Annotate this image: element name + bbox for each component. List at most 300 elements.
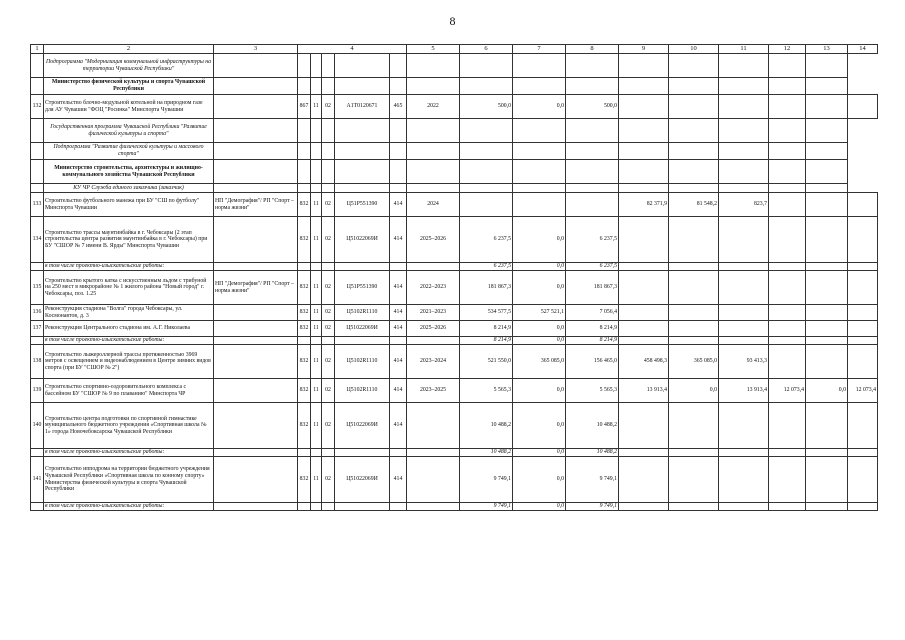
empty-cell	[769, 184, 806, 193]
years: 2024	[407, 193, 460, 217]
row-number-cell	[31, 503, 44, 511]
value-8: 6 237,5	[566, 263, 619, 271]
years: 2023–2025	[407, 379, 460, 403]
row-number: 137	[31, 321, 44, 337]
value-12	[769, 95, 806, 119]
value-11	[719, 457, 769, 503]
project-name: НП "Демография"/ РП "Спорт – норма жизни"	[214, 271, 298, 305]
section-title: Министерство строительства, архитектуры и жилищно-коммунального хозяйства Чувашской Республики	[44, 160, 214, 184]
code-subsection: 02	[322, 379, 335, 403]
empty-cell	[806, 449, 848, 457]
empty-cell	[719, 184, 769, 193]
value-10	[669, 217, 719, 263]
empty-cell	[407, 54, 460, 78]
value-10: 0,0	[669, 379, 719, 403]
empty-cell	[390, 143, 407, 160]
years	[407, 403, 460, 449]
value-12	[769, 321, 806, 337]
empty-cell	[335, 449, 390, 457]
row-number-cell	[31, 143, 44, 160]
code-target: Ц5102R1110	[335, 379, 390, 403]
empty-cell	[335, 54, 390, 78]
code-target: Ц51022069И	[335, 321, 390, 337]
empty-cell	[298, 449, 311, 457]
value-10	[669, 95, 719, 119]
code-section: 11	[311, 95, 322, 119]
empty-cell	[335, 160, 390, 184]
empty-cell	[298, 119, 311, 143]
row-number-cell	[31, 337, 44, 345]
code-subsection: 02	[322, 95, 335, 119]
value-13	[806, 345, 848, 379]
value-6: 8 214,9	[460, 321, 513, 337]
empty-cell	[669, 119, 719, 143]
empty-cell	[619, 119, 669, 143]
empty-cell	[214, 160, 298, 184]
empty-cell	[407, 449, 460, 457]
code-subsection: 02	[322, 217, 335, 263]
empty-cell	[669, 503, 719, 511]
empty-cell	[719, 449, 769, 457]
code-ministry: 867	[298, 95, 311, 119]
empty-cell	[214, 54, 298, 78]
empty-cell	[390, 54, 407, 78]
empty-cell	[806, 160, 848, 184]
empty-cell	[619, 54, 669, 78]
value-6: 9 749,1	[460, 503, 513, 511]
empty-cell	[390, 119, 407, 143]
column-number: 1	[31, 45, 44, 54]
empty-cell	[214, 184, 298, 193]
value-10	[669, 305, 719, 321]
empty-cell	[407, 160, 460, 184]
code-ministry: 832	[298, 345, 311, 379]
code-expense: 414	[390, 379, 407, 403]
empty-cell	[769, 263, 806, 271]
value-12	[769, 457, 806, 503]
empty-cell	[460, 119, 513, 143]
code-section: 11	[311, 271, 322, 305]
code-target: Ц51Р551390	[335, 271, 390, 305]
table-row	[31, 403, 878, 449]
subtotal-row	[31, 337, 878, 345]
value-8: 5 565,3	[566, 379, 619, 403]
code-expense: 414	[390, 345, 407, 379]
empty-cell	[322, 263, 335, 271]
project-name	[214, 217, 298, 263]
empty-cell	[214, 263, 298, 271]
empty-cell	[513, 119, 566, 143]
value-10: 365 085,0	[669, 345, 719, 379]
object-name: Строительство спортивно-оздоровительного комплекса с бассейном БУ "СШОР № 9 по плаванию" Минспорта ЧР	[44, 379, 214, 403]
value-7: 0,0	[513, 95, 566, 119]
column-number: 6	[460, 45, 513, 54]
empty-cell	[719, 503, 769, 511]
project-name	[214, 457, 298, 503]
subtotal-row	[31, 263, 878, 271]
budget-table	[30, 44, 878, 511]
column-number: 9	[619, 45, 669, 54]
value-12	[769, 193, 806, 217]
value-12	[769, 271, 806, 305]
value-12: 12 073,4	[769, 379, 806, 403]
value-10	[669, 271, 719, 305]
empty-cell	[298, 143, 311, 160]
code-section: 11	[311, 457, 322, 503]
empty-cell	[513, 54, 566, 78]
section-title: Государственная программа Чувашской Республики "Развитие физической культуры и спорта"	[44, 119, 214, 143]
empty-cell	[806, 143, 848, 160]
object-name: Строительство ипподрома на территории бюджетного учреждения Чувашской Республики «Спортивная школа по конному спорту» Министерства физической культуры и спорта Чувашской Республики	[44, 457, 214, 503]
value-14: 12 073,4	[848, 379, 878, 403]
code-section: 11	[311, 345, 322, 379]
value-12	[769, 217, 806, 263]
page-number: 8	[449, 14, 456, 28]
value-7: 0,0	[513, 379, 566, 403]
empty-cell	[769, 143, 806, 160]
value-14	[848, 217, 878, 263]
empty-cell	[806, 54, 848, 78]
value-7: 365 085,0	[513, 345, 566, 379]
value-7: 0,0	[513, 449, 566, 457]
value-7: 527 521,1	[513, 305, 566, 321]
years: 2023–2024	[407, 345, 460, 379]
value-10	[669, 321, 719, 337]
code-expense: 465	[390, 95, 407, 119]
empty-cell	[848, 263, 878, 271]
empty-cell	[460, 143, 513, 160]
code-subsection: 02	[322, 193, 335, 217]
empty-cell	[669, 54, 719, 78]
column-number: 3	[214, 45, 298, 54]
empty-cell	[390, 503, 407, 511]
value-7: 0,0	[513, 337, 566, 345]
code-target: Ц51022069И	[335, 457, 390, 503]
column-number: 10	[669, 45, 719, 54]
empty-cell	[619, 78, 669, 95]
value-13	[806, 457, 848, 503]
value-14	[848, 271, 878, 305]
value-14	[848, 95, 878, 119]
empty-cell	[719, 78, 769, 95]
code-ministry: 832	[298, 305, 311, 321]
value-13	[806, 193, 848, 217]
empty-cell	[311, 184, 322, 193]
header-row	[31, 45, 878, 54]
row-number: 140	[31, 403, 44, 449]
value-10	[669, 403, 719, 449]
empty-cell	[322, 54, 335, 78]
empty-cell	[719, 143, 769, 160]
empty-cell	[769, 54, 806, 78]
value-8: 8 214,9	[566, 321, 619, 337]
empty-cell	[619, 143, 669, 160]
code-subsection: 02	[322, 345, 335, 379]
empty-cell	[298, 337, 311, 345]
code-section: 11	[311, 217, 322, 263]
value-6: 6 237,5	[460, 217, 513, 263]
code-ministry: 832	[298, 379, 311, 403]
empty-cell	[719, 263, 769, 271]
table-row	[31, 321, 878, 337]
empty-cell	[335, 337, 390, 345]
value-13	[806, 95, 848, 119]
value-8: 10 488,2	[566, 403, 619, 449]
empty-cell	[311, 54, 322, 78]
empty-cell	[311, 119, 322, 143]
empty-cell	[619, 449, 669, 457]
empty-cell	[407, 263, 460, 271]
subtotal-row	[31, 449, 878, 457]
empty-cell	[390, 337, 407, 345]
empty-cell	[719, 54, 769, 78]
empty-cell	[214, 143, 298, 160]
column-number: 5	[407, 45, 460, 54]
empty-cell	[311, 337, 322, 345]
empty-cell	[513, 143, 566, 160]
column-number: 11	[719, 45, 769, 54]
value-14	[848, 193, 878, 217]
empty-cell	[619, 184, 669, 193]
empty-cell	[390, 78, 407, 95]
value-11	[719, 217, 769, 263]
empty-cell	[322, 119, 335, 143]
value-6: 181 867,3	[460, 271, 513, 305]
value-7: 0,0	[513, 503, 566, 511]
value-11	[719, 305, 769, 321]
value-13	[806, 305, 848, 321]
code-section: 11	[311, 403, 322, 449]
code-target: Ц51Р551390	[335, 193, 390, 217]
value-9	[619, 95, 669, 119]
row-number-cell	[31, 119, 44, 143]
code-expense: 414	[390, 321, 407, 337]
table-row	[31, 305, 878, 321]
value-8: 10 488,2	[566, 449, 619, 457]
section-row	[31, 160, 878, 184]
code-subsection: 02	[322, 305, 335, 321]
row-number: 133	[31, 193, 44, 217]
value-9	[619, 321, 669, 337]
empty-cell	[298, 263, 311, 271]
empty-cell	[322, 337, 335, 345]
years: 2022–2023	[407, 271, 460, 305]
empty-cell	[566, 54, 619, 78]
subtotal-label: в том числе проектно-изыскательские работы:	[44, 503, 214, 511]
value-11	[719, 95, 769, 119]
code-ministry: 832	[298, 403, 311, 449]
section-title: КУ ЧР Служба единого заказчика (заказчик)	[44, 184, 214, 193]
value-13	[806, 403, 848, 449]
empty-cell	[619, 263, 669, 271]
code-target: Ц51022069И	[335, 403, 390, 449]
empty-cell	[719, 337, 769, 345]
empty-cell	[407, 78, 460, 95]
subtotal-row	[31, 503, 878, 511]
empty-cell	[460, 78, 513, 95]
table-row	[31, 457, 878, 503]
empty-cell	[769, 337, 806, 345]
value-7: 0,0	[513, 217, 566, 263]
empty-cell	[335, 184, 390, 193]
value-14	[848, 345, 878, 379]
empty-cell	[769, 119, 806, 143]
subtotal-label: в том числе проектно-изыскательские работы:	[44, 449, 214, 457]
empty-cell	[769, 160, 806, 184]
value-6: 521 550,0	[460, 345, 513, 379]
value-8: 9 749,1	[566, 457, 619, 503]
value-6: 10 488,2	[460, 449, 513, 457]
empty-cell	[335, 263, 390, 271]
row-number: 135	[31, 271, 44, 305]
empty-cell	[619, 503, 669, 511]
object-name: Строительство футбольного манежа при БУ "СШ по футболу" Минспорта Чувашии	[44, 193, 214, 217]
value-9	[619, 403, 669, 449]
empty-cell	[669, 143, 719, 160]
value-6: 500,0	[460, 95, 513, 119]
empty-cell	[460, 184, 513, 193]
years: 2025–2026	[407, 321, 460, 337]
empty-cell	[298, 160, 311, 184]
column-number: 2	[44, 45, 214, 54]
row-number-cell	[31, 78, 44, 95]
section-title: Министерство физической культуры и спорта Чувашской Республики	[44, 78, 214, 95]
project-name	[214, 321, 298, 337]
empty-cell	[566, 184, 619, 193]
empty-cell	[298, 54, 311, 78]
empty-cell	[335, 143, 390, 160]
value-14	[848, 457, 878, 503]
value-11: 823,7	[719, 193, 769, 217]
empty-cell	[806, 119, 848, 143]
value-7: 0,0	[513, 403, 566, 449]
table-row	[31, 271, 878, 305]
column-number: 4	[298, 45, 407, 54]
code-target: А1Т0120671	[335, 95, 390, 119]
table-row	[31, 345, 878, 379]
object-name: Строительство центра подготовки по спортивной гимнастике муниципального бюджетного учреждения «Спортивная школа № 1» города Новочебоксарска Чувашской Республики	[44, 403, 214, 449]
code-subsection: 02	[322, 321, 335, 337]
empty-cell	[719, 160, 769, 184]
code-subsection: 02	[322, 271, 335, 305]
code-ministry: 832	[298, 217, 311, 263]
column-number: 12	[769, 45, 806, 54]
years: 2021–2023	[407, 305, 460, 321]
empty-cell	[769, 503, 806, 511]
empty-cell	[311, 143, 322, 160]
empty-cell	[407, 503, 460, 511]
empty-cell	[513, 78, 566, 95]
row-number: 134	[31, 217, 44, 263]
value-12	[769, 345, 806, 379]
value-8: 156 465,0	[566, 345, 619, 379]
row-number-cell	[31, 184, 44, 193]
code-expense: 414	[390, 305, 407, 321]
value-10: 81 548,2	[669, 193, 719, 217]
value-7: 0,0	[513, 457, 566, 503]
section-row	[31, 78, 878, 95]
value-8: 7 056,4	[566, 305, 619, 321]
empty-cell	[214, 119, 298, 143]
empty-cell	[335, 119, 390, 143]
value-10	[669, 457, 719, 503]
object-name: Строительство трассы маунтинбайка в г. Чебоксары (2 этап строительства центра развития маунтинбайка в г. Чебоксары) при БУ "СШОР № 7 имени В. Ярды" Минспорта Чувашии	[44, 217, 214, 263]
empty-cell	[848, 449, 878, 457]
section-row	[31, 143, 878, 160]
value-6	[460, 193, 513, 217]
code-section: 11	[311, 193, 322, 217]
empty-cell	[322, 184, 335, 193]
empty-cell	[806, 503, 848, 511]
value-12	[769, 403, 806, 449]
empty-cell	[298, 184, 311, 193]
section-title: Подпрограмма "Модернизация коммунальной инфраструктуры на территории Чувашской Республики"	[44, 54, 214, 78]
empty-cell	[806, 263, 848, 271]
empty-cell	[298, 503, 311, 511]
code-section: 11	[311, 321, 322, 337]
empty-cell	[214, 449, 298, 457]
project-name	[214, 95, 298, 119]
value-9	[619, 217, 669, 263]
table-row	[31, 193, 878, 217]
empty-cell	[390, 263, 407, 271]
object-name: Реконструкция Центрального стадиона им. А.Г. Николаева	[44, 321, 214, 337]
value-11	[719, 403, 769, 449]
empty-cell	[335, 503, 390, 511]
empty-cell	[848, 503, 878, 511]
empty-cell	[311, 160, 322, 184]
empty-cell	[390, 449, 407, 457]
empty-cell	[769, 78, 806, 95]
empty-cell	[460, 160, 513, 184]
code-ministry: 832	[298, 193, 311, 217]
years: 2025–2026	[407, 217, 460, 263]
row-number: 139	[31, 379, 44, 403]
empty-cell	[322, 78, 335, 95]
code-target: Ц5102R1110	[335, 305, 390, 321]
value-14	[848, 321, 878, 337]
empty-cell	[669, 449, 719, 457]
empty-cell	[407, 337, 460, 345]
row-number: 132	[31, 95, 44, 119]
empty-cell	[566, 119, 619, 143]
empty-cell	[390, 160, 407, 184]
subtotal-label: в том числе проектно-изыскательские работы:	[44, 337, 214, 345]
empty-cell	[311, 449, 322, 457]
row-number: 138	[31, 345, 44, 379]
empty-cell	[719, 119, 769, 143]
value-8: 6 237,5	[566, 217, 619, 263]
empty-cell	[407, 184, 460, 193]
column-number: 7	[513, 45, 566, 54]
code-ministry: 832	[298, 321, 311, 337]
project-name: НП "Демография"/ РП "Спорт – норма жизни"	[214, 193, 298, 217]
value-11: 13 913,4	[719, 379, 769, 403]
table-row	[31, 95, 878, 119]
code-expense: 414	[390, 217, 407, 263]
code-section: 11	[311, 379, 322, 403]
value-6: 9 749,1	[460, 457, 513, 503]
row-number-cell	[31, 54, 44, 78]
empty-cell	[407, 119, 460, 143]
value-6: 5 565,3	[460, 379, 513, 403]
value-12	[769, 305, 806, 321]
project-name	[214, 305, 298, 321]
empty-cell	[311, 263, 322, 271]
value-7	[513, 193, 566, 217]
empty-cell	[214, 78, 298, 95]
empty-cell	[214, 337, 298, 345]
